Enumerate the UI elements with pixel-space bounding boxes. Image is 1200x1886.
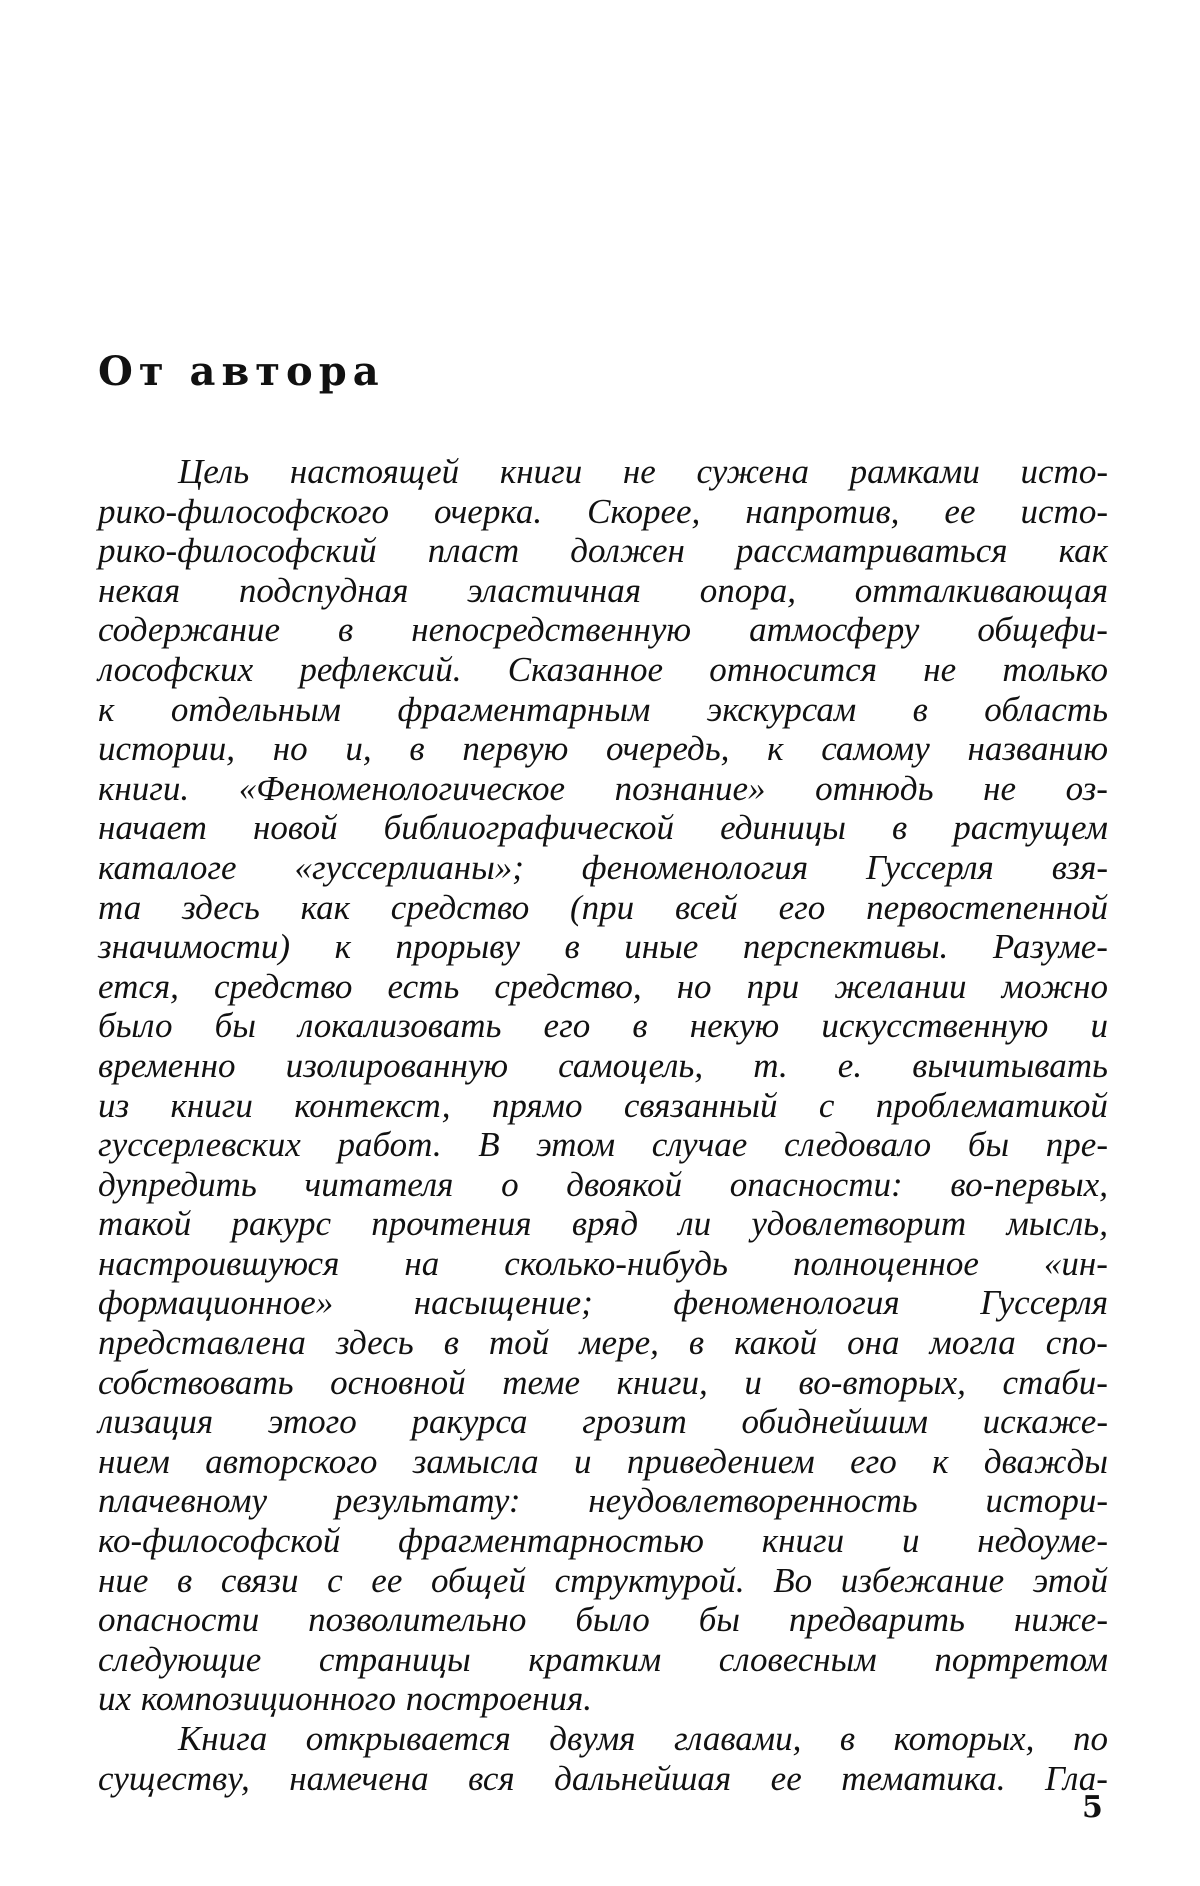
- text-line: [98, 1165, 1108, 1205]
- word: феноменология: [581, 847, 809, 887]
- word: некую: [689, 1006, 780, 1046]
- word: Книга: [178, 1719, 268, 1758]
- word: как: [1058, 531, 1108, 571]
- word: грозит: [582, 1402, 687, 1442]
- word: та: [98, 887, 142, 927]
- word: общефи-: [977, 610, 1108, 650]
- word: здесь: [335, 1323, 414, 1363]
- word: средство: [390, 887, 530, 927]
- word: напротив,: [745, 491, 900, 531]
- word: в: [892, 808, 908, 848]
- word: собствовать: [98, 1362, 294, 1402]
- word: отталкивающая: [854, 570, 1108, 610]
- word: относится: [709, 649, 877, 689]
- word: и: [574, 1441, 592, 1481]
- word: бы: [214, 1006, 256, 1046]
- word: оз-: [1065, 768, 1108, 808]
- word: результату:: [334, 1481, 521, 1521]
- word: некая: [98, 570, 181, 610]
- word: не: [923, 649, 957, 689]
- word: позволительно: [308, 1600, 527, 1640]
- word: такой: [98, 1204, 192, 1244]
- word: отнюдь: [815, 768, 934, 808]
- text-line: [98, 1323, 1108, 1363]
- word: недоуме-: [977, 1521, 1108, 1561]
- word: всей: [674, 887, 738, 927]
- word: прямо: [491, 1085, 583, 1125]
- word: этого: [267, 1402, 357, 1442]
- word: «ин-: [1043, 1243, 1108, 1283]
- word: и: [901, 1521, 920, 1561]
- text-line: [98, 1600, 1108, 1640]
- word: бы: [967, 1125, 1010, 1165]
- word: Гуссерля: [980, 1283, 1108, 1323]
- word: Разуме-: [992, 927, 1108, 967]
- word: рико-философский: [98, 531, 377, 571]
- word: основной: [330, 1362, 466, 1402]
- word: кратким: [528, 1639, 662, 1679]
- text-line: [98, 610, 1108, 650]
- word: насыщение;: [413, 1283, 593, 1323]
- text-line: [98, 1759, 1108, 1799]
- word: ется,: [98, 966, 179, 1006]
- text-line: [98, 452, 1108, 492]
- word: этом: [536, 1125, 616, 1165]
- text-line: [98, 690, 1108, 730]
- word: и: [744, 1362, 762, 1402]
- word: Гла-: [1045, 1758, 1108, 1798]
- text-line: [98, 650, 1108, 690]
- word: «Феноменологическое: [238, 768, 565, 808]
- word: замысла: [412, 1441, 539, 1481]
- word: непосредственную: [411, 610, 692, 650]
- word: пласт: [427, 531, 520, 571]
- text-line: [98, 1640, 1108, 1680]
- word: теме: [502, 1362, 581, 1402]
- word: новой: [252, 808, 338, 848]
- word: авторского: [205, 1441, 378, 1481]
- word: представлена: [98, 1323, 306, 1363]
- word: опасности:: [729, 1164, 903, 1204]
- word: книги: [170, 1085, 253, 1125]
- word: каталоге: [98, 847, 237, 887]
- word: приведением: [626, 1441, 815, 1481]
- word: стаби-: [1002, 1362, 1108, 1402]
- word: из: [98, 1085, 130, 1125]
- word: в: [912, 689, 928, 729]
- text-line: [98, 1402, 1108, 1442]
- word: фрагментарным: [397, 689, 651, 729]
- word: она: [847, 1323, 900, 1363]
- word: подспудная: [238, 570, 409, 610]
- word: прорыву: [395, 927, 520, 967]
- text-line: [98, 1521, 1108, 1561]
- word: следующие: [98, 1639, 262, 1679]
- text-line: [98, 1719, 1108, 1759]
- word: опасности: [98, 1600, 260, 1640]
- word: построения.: [405, 1679, 592, 1719]
- word: страницы: [318, 1639, 471, 1679]
- chapter-heading: От автора: [98, 348, 385, 395]
- word: ракурса: [411, 1402, 528, 1442]
- word: читателя: [304, 1164, 454, 1204]
- word: не: [622, 452, 656, 491]
- word: к: [767, 729, 784, 769]
- word: очерка.: [434, 491, 543, 531]
- word: истории,: [98, 729, 236, 769]
- word: но: [272, 729, 308, 769]
- word: экскурсам: [706, 689, 857, 729]
- word: удовлетворит: [751, 1204, 967, 1244]
- word: атмосферу: [749, 610, 920, 650]
- word: во-первых,: [950, 1164, 1108, 1204]
- word: здесь: [181, 887, 260, 927]
- word: В: [478, 1125, 500, 1165]
- word: открывается: [305, 1719, 511, 1758]
- word: вычитывать: [912, 1045, 1108, 1085]
- word: с: [818, 1085, 835, 1125]
- word: книги: [499, 452, 583, 491]
- word: содержание: [98, 610, 280, 650]
- word: неудовлетворенность: [588, 1481, 918, 1521]
- word: формационное»: [98, 1283, 334, 1323]
- word: феноменология: [673, 1283, 900, 1323]
- word: и: [1090, 1006, 1108, 1046]
- word: их: [98, 1679, 132, 1719]
- word: искаже-: [982, 1402, 1108, 1442]
- text-line: [98, 729, 1108, 769]
- word: настоящей: [289, 452, 460, 491]
- word: при: [746, 966, 800, 1006]
- word: ли: [678, 1204, 712, 1244]
- word: первостепенной: [866, 887, 1108, 927]
- word: не: [983, 768, 1017, 808]
- word: спо-: [1045, 1323, 1108, 1363]
- word: словесным: [718, 1639, 877, 1679]
- word: взя-: [1051, 847, 1108, 887]
- word: «гуссерлианы»;: [294, 847, 524, 887]
- word: обиднейшим: [741, 1402, 928, 1442]
- word: иные: [624, 927, 699, 967]
- word: как: [300, 887, 351, 927]
- word: ниже-: [1013, 1600, 1108, 1640]
- text-line: [98, 1046, 1108, 1086]
- word: его: [850, 1441, 897, 1481]
- word: должен: [570, 531, 685, 571]
- word: рассматриваться: [735, 531, 1008, 571]
- word: тематика.: [841, 1758, 1006, 1798]
- word: к: [98, 689, 115, 729]
- word: рамками: [849, 452, 980, 491]
- word: могла: [929, 1323, 1016, 1363]
- word: связи: [220, 1560, 299, 1600]
- word: о: [501, 1164, 519, 1204]
- word: перспективы.: [742, 927, 949, 967]
- word: двумя: [549, 1719, 636, 1758]
- word: в: [564, 927, 580, 967]
- word: книги,: [616, 1362, 708, 1402]
- word: книги.: [98, 768, 190, 808]
- word: его: [778, 887, 826, 927]
- word: книги: [761, 1521, 845, 1561]
- word: Во: [773, 1560, 813, 1600]
- word: мысль,: [1006, 1204, 1108, 1244]
- word: ее: [371, 1560, 403, 1600]
- word: плачевному: [98, 1481, 268, 1521]
- word: вряд: [571, 1204, 639, 1244]
- word: желании: [834, 966, 967, 1006]
- text-line: [98, 1481, 1108, 1521]
- word: случае: [651, 1125, 748, 1165]
- word: избежание: [840, 1560, 1005, 1600]
- word: самоцель,: [558, 1045, 704, 1085]
- word: предварить: [788, 1600, 965, 1640]
- text-line: [98, 1561, 1108, 1601]
- text-line: [98, 927, 1108, 967]
- word: в: [632, 1006, 648, 1046]
- word: ние: [98, 1560, 149, 1600]
- text-line: [98, 769, 1108, 809]
- word: существу,: [98, 1758, 250, 1798]
- word: мере,: [579, 1323, 659, 1363]
- word: единицы: [720, 808, 846, 848]
- word: этой: [1032, 1560, 1108, 1600]
- word: с: [327, 1560, 343, 1600]
- text-line: [98, 1442, 1108, 1482]
- word: связанный: [623, 1085, 778, 1125]
- text-line: [98, 1204, 1108, 1244]
- word: главами,: [673, 1719, 802, 1758]
- word: структурой.: [554, 1560, 745, 1600]
- word: в: [688, 1323, 705, 1363]
- text-line: [98, 848, 1108, 888]
- word: дупредить: [98, 1164, 257, 1204]
- word: растущем: [953, 808, 1108, 848]
- word: ко-философской: [98, 1521, 341, 1561]
- text-line: [98, 1006, 1108, 1046]
- word: прочтения: [371, 1204, 532, 1244]
- word: во-вторых,: [798, 1362, 966, 1402]
- word: но: [676, 966, 712, 1006]
- word: контекст,: [294, 1085, 451, 1125]
- word: названию: [967, 729, 1108, 769]
- word: локализовать: [298, 1006, 502, 1046]
- word: намечена: [289, 1758, 429, 1798]
- word: сужена: [696, 452, 809, 491]
- word: исто-: [1020, 491, 1108, 531]
- word: библиографической: [383, 808, 675, 848]
- word: той: [488, 1323, 550, 1363]
- word: вся: [468, 1758, 515, 1798]
- word: композиционного: [140, 1679, 396, 1719]
- word: на: [404, 1243, 440, 1283]
- word: рико-философского: [98, 491, 389, 531]
- word: Скорее,: [587, 491, 701, 531]
- word: рефлексий.: [299, 649, 462, 689]
- word: есть: [387, 966, 460, 1006]
- word: какой: [734, 1323, 818, 1363]
- word: Гуссерля: [866, 847, 994, 887]
- text-line: [98, 1679, 1108, 1719]
- word: первую: [462, 729, 569, 769]
- word: портретом: [934, 1639, 1108, 1679]
- word: и,: [345, 729, 372, 769]
- word: в: [177, 1560, 193, 1600]
- word: искусственную: [821, 1006, 1049, 1046]
- word: очередь,: [606, 729, 730, 769]
- word: значимости): [98, 927, 291, 967]
- word: нием: [98, 1441, 170, 1481]
- text-line: [98, 967, 1108, 1007]
- text-line: [98, 1125, 1108, 1165]
- word: было: [575, 1600, 650, 1640]
- word: средство,: [494, 966, 642, 1006]
- word: временно: [98, 1045, 236, 1085]
- word: е.: [837, 1045, 863, 1085]
- word: общей: [430, 1560, 526, 1600]
- page-number: 5: [1082, 1790, 1103, 1825]
- word: исто-: [1020, 452, 1108, 491]
- word: ее: [770, 1758, 802, 1798]
- word: было: [98, 1006, 173, 1046]
- word: по: [1072, 1719, 1108, 1758]
- word: настроившуюся: [98, 1243, 340, 1283]
- word: Сказанное: [507, 649, 663, 689]
- word: двоякой: [566, 1164, 683, 1204]
- word: эластичная: [467, 570, 642, 610]
- word: полноценное: [792, 1243, 979, 1283]
- word: следовало: [783, 1125, 932, 1165]
- text-line: [98, 1363, 1108, 1403]
- word: дважды: [983, 1441, 1108, 1481]
- word: Цель: [178, 452, 250, 491]
- word: бы: [698, 1600, 741, 1640]
- word: к: [932, 1441, 949, 1481]
- word: только: [1002, 649, 1108, 689]
- word: проблематикой: [875, 1085, 1108, 1125]
- word: лософских: [98, 649, 254, 689]
- word: к: [334, 927, 351, 967]
- text-line: [98, 888, 1108, 928]
- word: в: [839, 1719, 856, 1758]
- body-text: [98, 452, 1108, 1798]
- word: (при: [570, 887, 635, 927]
- word: пре-: [1045, 1125, 1108, 1165]
- word: лизация: [98, 1402, 214, 1442]
- word: истори-: [985, 1481, 1108, 1521]
- word: познание»: [614, 768, 766, 808]
- word: опора,: [699, 570, 796, 610]
- text-line: [98, 531, 1108, 571]
- word: в: [338, 610, 354, 650]
- text-line: [98, 492, 1108, 532]
- word: т.: [753, 1045, 788, 1085]
- word: можно: [1001, 966, 1108, 1006]
- word: ее: [944, 491, 976, 531]
- word: область: [984, 689, 1108, 729]
- word: его: [543, 1006, 591, 1046]
- word: дальнейшая: [554, 1758, 732, 1798]
- word: работ.: [337, 1125, 442, 1165]
- text-line: [98, 1244, 1108, 1284]
- word: отдельным: [170, 689, 341, 729]
- text-line: [98, 808, 1108, 848]
- word: гуссерлевских: [98, 1125, 301, 1165]
- word: изолированную: [285, 1045, 509, 1085]
- text-line: [98, 571, 1108, 611]
- word: в: [443, 1323, 459, 1363]
- word: фрагментарностью: [398, 1521, 704, 1561]
- text-line: [98, 1283, 1108, 1323]
- text-line: [98, 1086, 1108, 1126]
- word: сколько-нибудь: [504, 1243, 728, 1283]
- word: которых,: [893, 1719, 1035, 1758]
- word: в: [409, 729, 425, 769]
- word: самому: [821, 729, 930, 769]
- word: ракурс: [231, 1204, 332, 1244]
- word: средство: [213, 966, 353, 1006]
- word: начает: [98, 808, 207, 848]
